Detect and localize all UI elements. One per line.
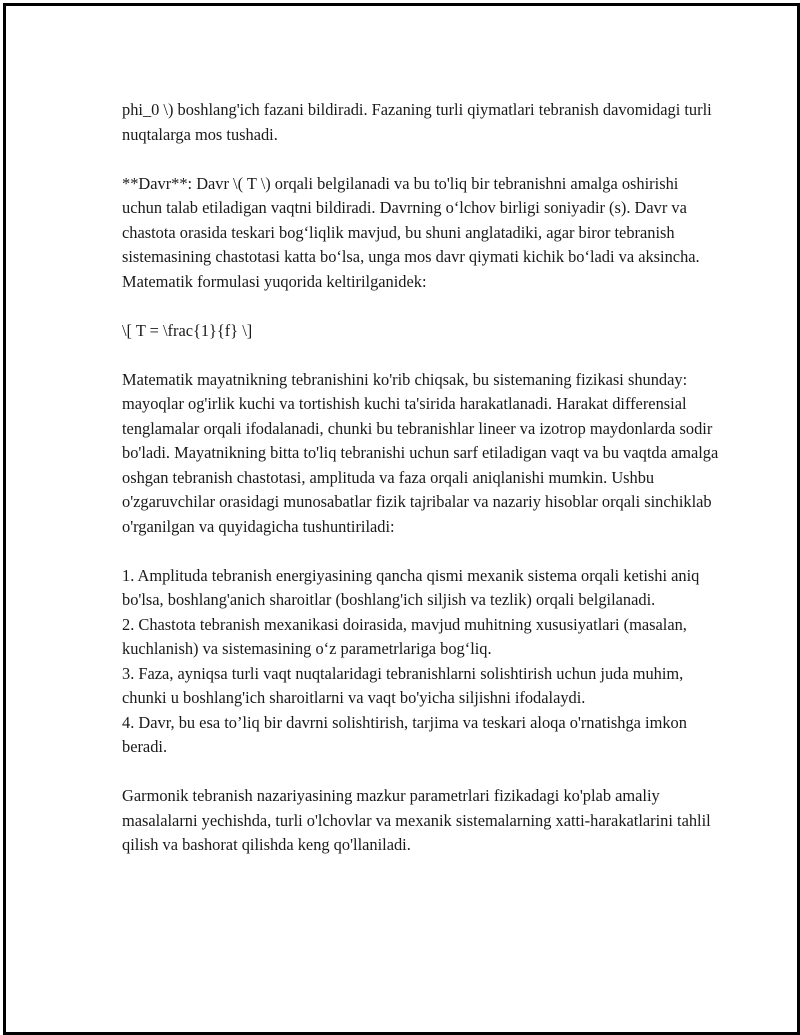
- document-body: [122, 98, 722, 882]
- parameter-list: [122, 564, 722, 760]
- list-item-frequency: 2. Chastota tebranish mexanikasi doirasida, mavjud muhitning xususiyatlari (masalan, kuchlanish) va sistemasining o‘z parametrlariga bog‘liq.: [122, 614, 687, 658]
- period-formula: \[ T = \frac{1}{f} \]: [122, 320, 253, 340]
- list-item-amplitude: 1. Amplituda tebranish energiyasining qancha qismi mexanik sistema orqali ketishi aniq bo'lsa, boshlang'anich sharoitlar (boshlang'ich siljish va tezlik) orqali belgilanadi.: [122, 565, 700, 609]
- paragraph-period: **Davr**: Davr \( T \) orqali belgilanadi va bu to'liq bir tebranishni amalga oshirishi uchun talab etiladigan vaqtni bildiradi. Davrning o‘lchov birligi soniyadir (s). Davr va chastota orasida teskari bog‘liqlik mavjud, bu shuni anglatadiki, agar biror tebranish sistemasining chastotasi katta bo‘lsa, unga mos davr qiymati kichik bo‘ladi va aksincha. Matematik formulasi yuqorida keltirilganidek:: [122, 173, 704, 291]
- list-item-phase: 3. Faza, ayniqsa turli vaqt nuqtalaridagi tebranishlarni solishtirish uchun juda muhim, chunki u boshlang'ich sharoitlarni va vaqt bo'yicha siljishni ifodalaydi.: [122, 663, 684, 707]
- paragraph-pendulum: Matematik mayatnikning tebranishini ko'rib chiqsak, bu sistemaning fizikasi shunday: mayoqlar og'irlik kuchi va tortishish kuchi ta'sirida harakatlanadi. Harakat differensial tenglamalar orqali ifodalanadi, chunki bu tebranishlar lineer va izotrop maydonlarda sodir bo'ladi. Mayatnikning bitta to'liq tebranishi uchun sarf etiladigan vaqt va bu vaqtda amalga oshgan tebranish chastotasi, amplituda va faza orqali aniqlanishi mumkin. Ushbu o'zgaruvchilar orasidagi munosabatlar fizik tajribalar va nazariy hisoblar orqali sinchiklab o'rganilgan va quyidagicha tushuntiriladi:: [122, 369, 723, 536]
- paragraph-phase-continuation: phi_0 \) boshlang'ich fazani bildiradi. Fazaning turli qiymatlari tebranish davomidagi turli nuqtalarga mos tushadi.: [122, 100, 716, 144]
- page-frame: [3, 3, 800, 1035]
- paragraph-conclusion: Garmonik tebranish nazariyasining mazkur parametrlari fizikadagi ko'plab amaliy masalalarni yechishda, turli o'lchovlar va mexanik sistemalarning xatti-harakatlarini tahlil qilish va bashorat qilishda keng qo'llaniladi.: [122, 786, 715, 854]
- list-item-period: 4. Davr, bu esa to’liq bir davrni solishtirish, tarjima va teskari aloqa o'rnatishga imkon beradi.: [122, 712, 687, 756]
